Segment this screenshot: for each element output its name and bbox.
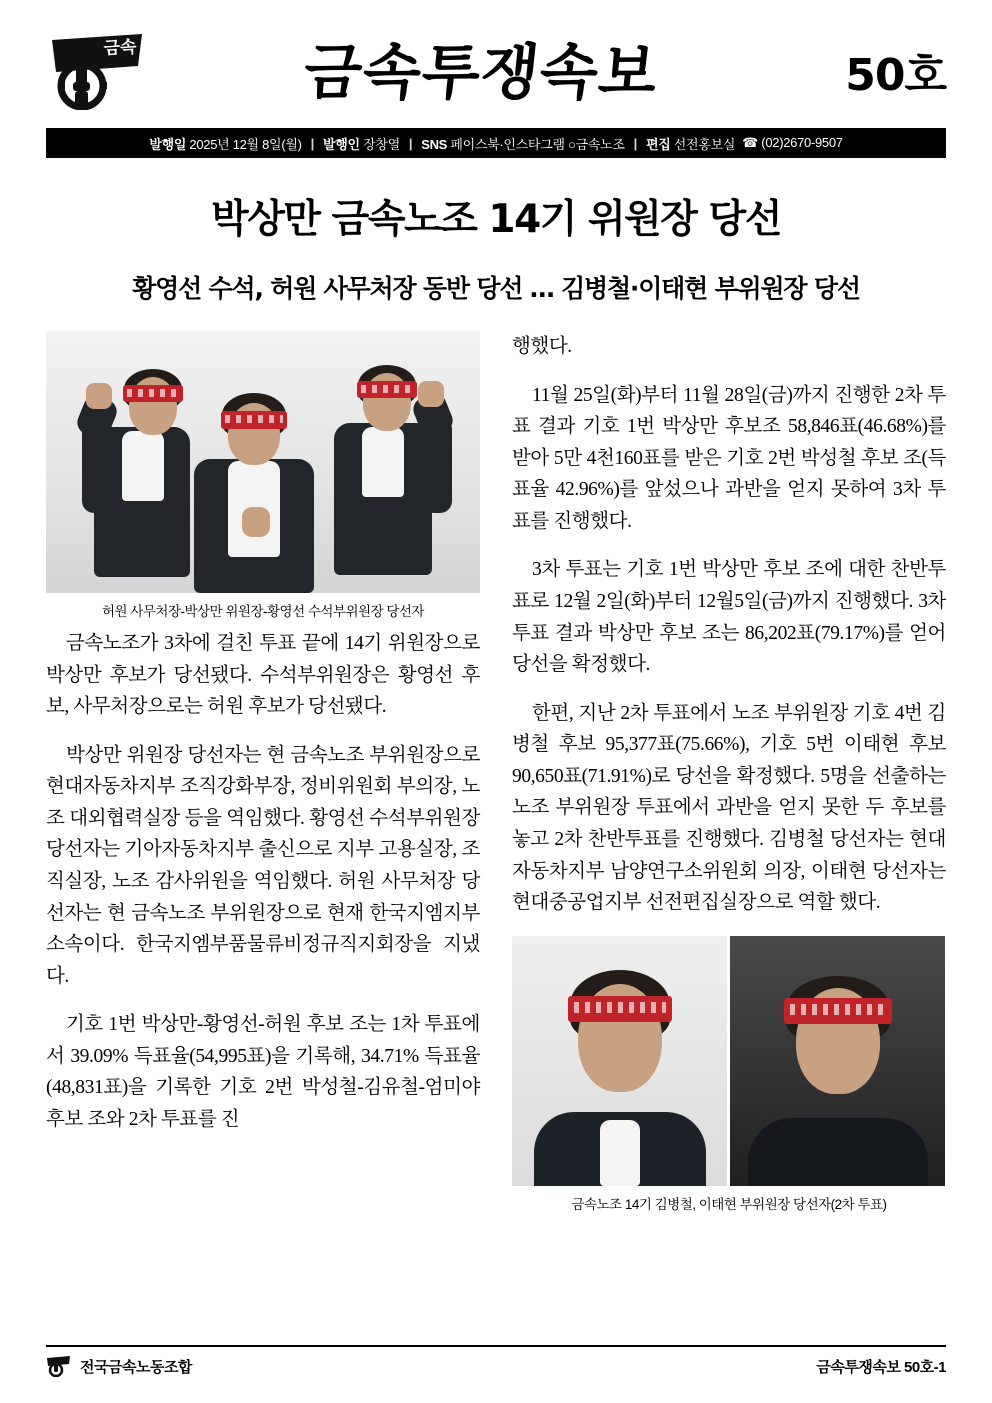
paragraph: 행했다. [512, 335, 572, 357]
info-separator-1: | [310, 135, 314, 151]
svg-text:금속: 금속 [103, 37, 138, 59]
paragraph: 3차 투표는 기호 1번 박상만 후보 조에 대한 찬반투표로 12월 2일(화)부터 12월5일(금)까지 진행했다. 3차 투표 결과 박상만 후보 조는 86,202표(79.17%)를 얻어 당선을 확정했다. [512, 559, 946, 676]
duo-photo-block [512, 936, 946, 1213]
issue-number: 50호 [845, 50, 946, 101]
paper-title: 금속투쟁속보 [300, 38, 662, 108]
paper-title-wrap [166, 38, 796, 108]
footer-org [46, 1355, 192, 1377]
masthead [46, 0, 946, 120]
editor-label: 편집 [645, 136, 671, 152]
phone-number: ☎ (02)2670-9507 [742, 135, 843, 150]
page-footer [46, 1345, 946, 1377]
duo-photo [512, 936, 946, 1186]
editor [646, 134, 735, 153]
column-right [512, 331, 946, 1221]
union-logo [46, 32, 166, 110]
main-photo-block [46, 331, 480, 620]
union-logo-icon [46, 32, 150, 110]
paragraph: 금속노조가 3차에 걸친 투표 끝에 14기 위원장으로 박상만 후보가 당선됐다. 수석부위원장은 황영선 후보, 사무처장으로는 허원 후보가 당선됐다. [46, 632, 480, 718]
article-columns [46, 331, 946, 1221]
main-photo [46, 331, 480, 593]
footer-page-info: 금속투쟁속보 50호-1 [816, 1358, 946, 1376]
info-separator-2: | [408, 135, 413, 151]
publication-date-value: 2025년 12월 8일(월) [189, 136, 302, 152]
publication-date [149, 134, 301, 153]
portrait-lee-taehyeon [730, 936, 945, 1186]
sns-value: 페이스북·인스타그램 ○금속노조 [450, 136, 625, 152]
info-bar [46, 128, 946, 158]
column-left [46, 331, 480, 1221]
union-logo-small-icon [46, 1355, 72, 1377]
publisher [323, 134, 400, 153]
paragraph: 11월 25일(화)부터 11월 28일(금)까지 진행한 2차 투표 결과 기호 1번 박상만 후보조 58,846표(46.68%)를 받아 5만 4천160표를 받은 기호 2번 박성철 후보 조(득표율 42.96%)를 앞섰으나 과반을 얻지 못하여 3차 투표를 진행했다. [512, 384, 946, 532]
paragraph: 한편, 지난 2차 투표에서 노조 부위원장 기호 4번 김병철 후보 95,377표(75.66%), 기호 5번 이태현 후보 90,650표(71.91%)로 당선을 확정했다. 5명을 선출하는 노조 부위원장 투표에서 과반을 얻지 못한 두 후보를 놓고 2차 찬반투표를 진행했다. 김병철 당선자는 현대자동차지부 남양연구소위원회 의장, 이태현 당선자는 현대중공업지부 선전편집실장으로 역할 했다. [512, 702, 946, 914]
sns-label: SNS [421, 136, 448, 152]
duo-photo-caption: 금속노조 14기 김병철, 이태현 부위원장 당선자(2차 투표) [571, 1196, 887, 1212]
info-separator-3: | [633, 135, 637, 151]
subheadline: 황영선 수석, 허원 사무처장 동반 당선 … 김병철·이태현 부위원장 당선 [132, 273, 860, 303]
paragraph: 기호 1번 박상만-황영선-허원 후보 조는 1차 투표에서 39.09% 득표율(54,995표)을 기록해, 34.71% 득표율(48,831표)을 기록한 기호 2번 박성철-김유철-엄미야 후보 조와 2차 투표를 진 [46, 1014, 480, 1131]
sns [421, 134, 624, 153]
paragraph: 박상만 위원장 당선자는 현 금속노조 부위원장으로 현대자동차지부 조직강화부장, 정비위원회 부의장, 노조 대외협력실장 등을 역임했다. 황영선 수석부위원장 당선자는 기아자동차지부 출신으로 지부 고용실장, 조직실장, 노조 감사위원을 역임했다. 허원 사무처장 당선자는 현 금속노조 부위원장으로 현재 한국지엠지부 소속이다. 한국지엠부품물류비정규직지회장을 지냈다. [46, 744, 480, 987]
footer-org-label: 전국금속노동조합 [80, 1358, 192, 1376]
publisher-value: 장창열 [363, 136, 400, 152]
editor-value: 선전홍보실 [673, 136, 736, 152]
main-photo-caption: 허원 사무처장-박상만 위원장-황영선 수석부위원장 당선자 [102, 603, 424, 619]
portrait-kim-byeongcheol [512, 936, 727, 1186]
publication-date-label: 발행일 [149, 136, 187, 152]
headline: 박상만 금속노조 14기 위원장 당선 [211, 197, 781, 242]
publisher-label: 발행인 [322, 136, 360, 152]
